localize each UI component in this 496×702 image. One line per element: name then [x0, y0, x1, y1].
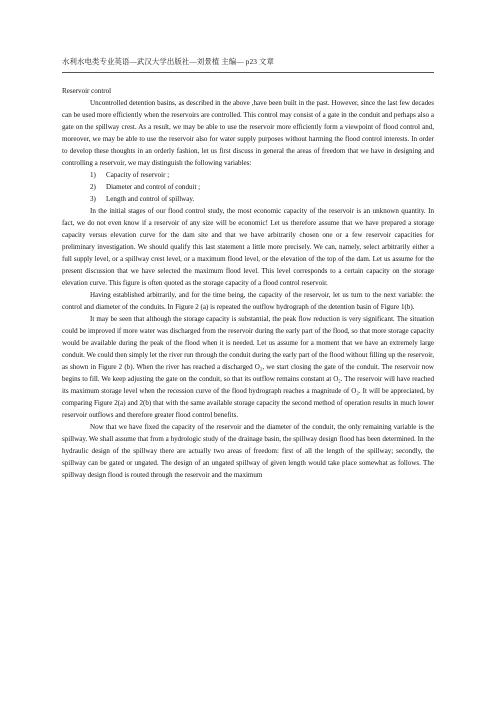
paragraph: Uncontrolled detention basins, as described in the above ,have been built in the past. However, since the last few decades can be used more efficiently when the reservoirs are controlled. This control may consist of a gate in the conduit and perhaps also a gate on the spillway crest. As a result, we may be able to use the reservoir more efficiently form a viewpoint of flood control and, moreover, we may be able to use the reservoir also for water supply purposes without harming the flood control interests. In order to develop these thoughts in an orderly fashion, let us first discuss in general the areas of freedom that we have in designing and controlling a reservoir, we may distinguish the following variables: [62, 99, 434, 167]
variables-list [62, 169, 434, 205]
list-item [62, 169, 434, 181]
list-item [62, 181, 434, 193]
paragraph: Now that we have fixed the capacity of the reservoir and the diameter of the conduit, the only remaining variable is the spillway. We shall assume that from a hydrologic study of the drainage basin, the spillway design flood has been determined. In the hydraulic design of the spillway there are actually two areas of freedom: first of all the length of the spillway; secondly, the spillway can be gated or ungated. The design of an ungated spillway of given length would take place somewhat as follows. The spillway design flood is routed through the reservoir and the maximum [62, 423, 434, 479]
paragraph: Having established arbitrarily, and for the time being, the capacity of the reservoir, let us turn to the next variable: the control and diameter of the conduits. In Figure 2 (a) is repeated the outflow hydrograph of the detention basin of Figure 1(b). [62, 291, 434, 311]
list-item-text: Capacity of reservoir ; [106, 171, 170, 179]
list-item-number: 2) [90, 183, 96, 191]
paragraph: In the initial stages of our flood control study, the most economic capacity of the reservoir is an unknown quantity. In fact, we do not even know if a reservoir of any size will be economic! Let us therefore assume that we have prepared a storage capacity versus elevation curve for the dam site and that we have arbitrarily chosen one or a few reservoir capacities for preliminary investigation. We should qualify this last statement a little more precisely. We can, namely, select arbitrarily either a full supply level, or a spillway crest level, or a maximum flood level, or the elevation of the top of the dam. Let us assume for the present discussion that we have selected the maximum flood level. This level corresponds to a certain capacity on the storage elevation curve. This figure is often quoted as the storage capacity of a flood control reservoir. [62, 207, 434, 287]
section-title: Reservoir control [62, 87, 112, 95]
document-body [62, 85, 434, 481]
header-divider [62, 72, 434, 73]
list-item-number: 3) [90, 195, 96, 203]
paragraph: It may be seen that although the storage capacity is substantial, the peak flow reduction is very significant. The situation could be improved if more water was discharged from the reservoir during the early part of the flood, so that more storage capacity would be available during the peak of the flood when it is needed. Let us assume for a moment that we have an extremely large conduit. We could then simply let the river run through the conduit during the early part of the flood without filling up the reservoir, as shown in Figure 2 (b). When the river has reached a discharged O₂, we start closing the gate of the conduit. The reservoir now begins to fill. We keep adjusting the gate on the conduit, so that its outflow remains constant at O₂. The reservoir will have reached its maximum storage level when the recession curve of the flood hydrograph reaches a magnitude of O₂. It will be appreciated, by comparing Figure 2(a) and 2(b) that with the same available storage capacity the second method of operation results in much lower reservoir outflows and therefore greater flood control benefits. [62, 315, 434, 419]
running-header: 水利水电类专业英语—武汉大学出版社—刘景植 主编— p23 文章 [62, 57, 274, 66]
list-item [62, 193, 434, 205]
list-item-number: 1) [90, 171, 96, 179]
list-item-text: Length and control of spillway. [106, 195, 195, 203]
list-item-text: Diameter and control of conduit ; [106, 183, 201, 191]
